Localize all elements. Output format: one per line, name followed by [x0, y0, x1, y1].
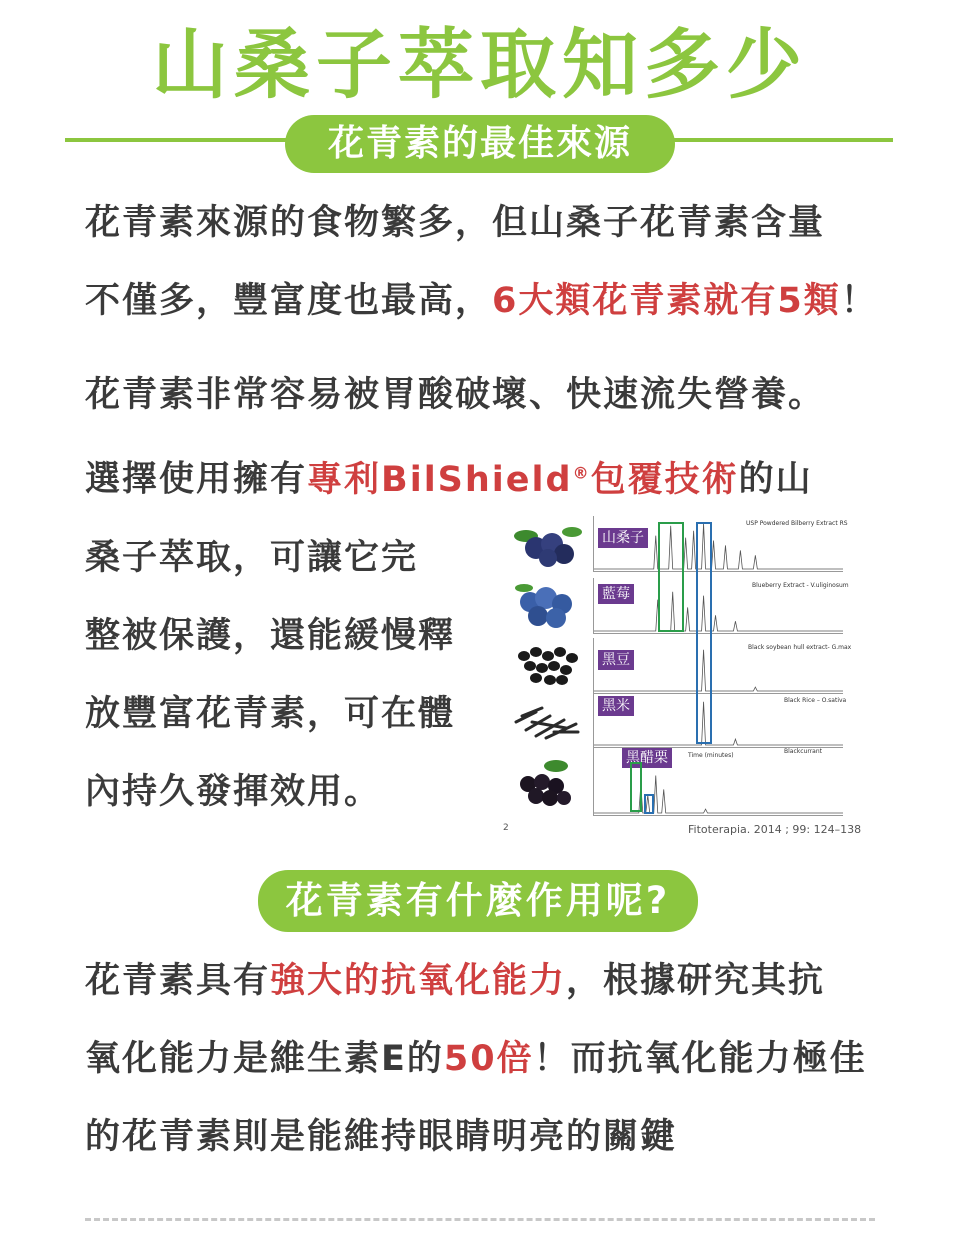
paragraph-antioxidant	[85, 942, 867, 1176]
text-line: 花青素非常容易被胃酸破壞、快速流失營養。	[85, 375, 826, 415]
bottom-divider	[85, 1218, 875, 1221]
chart-label-black-rice: 黑米	[598, 696, 634, 716]
text-line: 桑子萃取，可讓它完	[85, 537, 419, 578]
highlight-text: 6大類花青素就有5類	[492, 281, 841, 321]
text-line: 整被保護，還能緩慢釋	[85, 615, 456, 656]
text-line: 花青素具有強大的抗氧化能力，根據研究其抗	[85, 961, 826, 1001]
chart-label-bilberry: 山桑子	[598, 528, 648, 548]
text-line: 不僅多，豐富度也最高，6大類花青素就有5類！	[85, 281, 878, 321]
page-title: 山桑子萃取知多少	[152, 20, 808, 109]
chart-label-black-soybean: 黑豆	[598, 650, 634, 670]
highlight-box-green-small	[630, 762, 642, 812]
section-divider-left	[65, 138, 295, 142]
section-heading-best-source: 花青素的最佳來源	[285, 115, 675, 173]
text-line: 花青素來源的食物繁多，但山桑子花青素含量	[85, 203, 826, 243]
paragraph-sources	[85, 184, 878, 340]
chart-title: Blueberry Extract - V.uliginosum	[752, 582, 849, 589]
bilberry-image	[506, 514, 586, 570]
text-line: 內持久發揮效用。	[85, 771, 382, 812]
axis-label: Time (minutes)	[688, 752, 734, 759]
chart-title: Black soybean hull extract- G.max	[748, 644, 852, 651]
text-line: 選擇使用擁有專利BilShield®包覆技術的山	[85, 459, 813, 500]
text-line: 放豐富花青素，可在體	[85, 693, 456, 734]
highlight-text: 50倍	[443, 1039, 534, 1079]
highlight-text: 強大的抗氧化能力	[270, 961, 567, 1001]
chromatogram-figure	[498, 512, 852, 842]
section-heading-function: 花青素有什麼作用呢?	[258, 870, 698, 932]
highlight-text: 專利BilShield®包覆技術	[307, 459, 739, 500]
chart-label-blackcurrant: 黑醋栗	[622, 748, 672, 768]
highlight-box-blue	[696, 522, 712, 744]
chart-title: USP Powdered Bilberry Extract RS	[746, 520, 848, 527]
chart-title: Black Rice – O.sativa	[784, 697, 847, 704]
highlight-box-blue-small	[644, 794, 654, 814]
figure-citation: Fitoterapia. 2014 ; 99: 124–138	[688, 823, 862, 836]
chart-title: Blackcurrant	[784, 748, 822, 755]
black-soybean-image	[506, 636, 586, 692]
blackcurrant-image	[506, 752, 586, 808]
highlight-box-green	[658, 522, 684, 632]
text-line: 氧化能力是維生素E的50倍！而抗氧化能力極佳	[85, 1039, 867, 1079]
figure-number: 2	[503, 823, 509, 833]
text-line: 的花青素則是能維持眼睛明亮的關鍵	[85, 1117, 678, 1157]
section-divider-right	[665, 138, 893, 142]
chart-label-blueberry: 藍莓	[598, 584, 634, 604]
black-rice-image	[506, 692, 586, 748]
blueberry-image	[506, 576, 586, 632]
